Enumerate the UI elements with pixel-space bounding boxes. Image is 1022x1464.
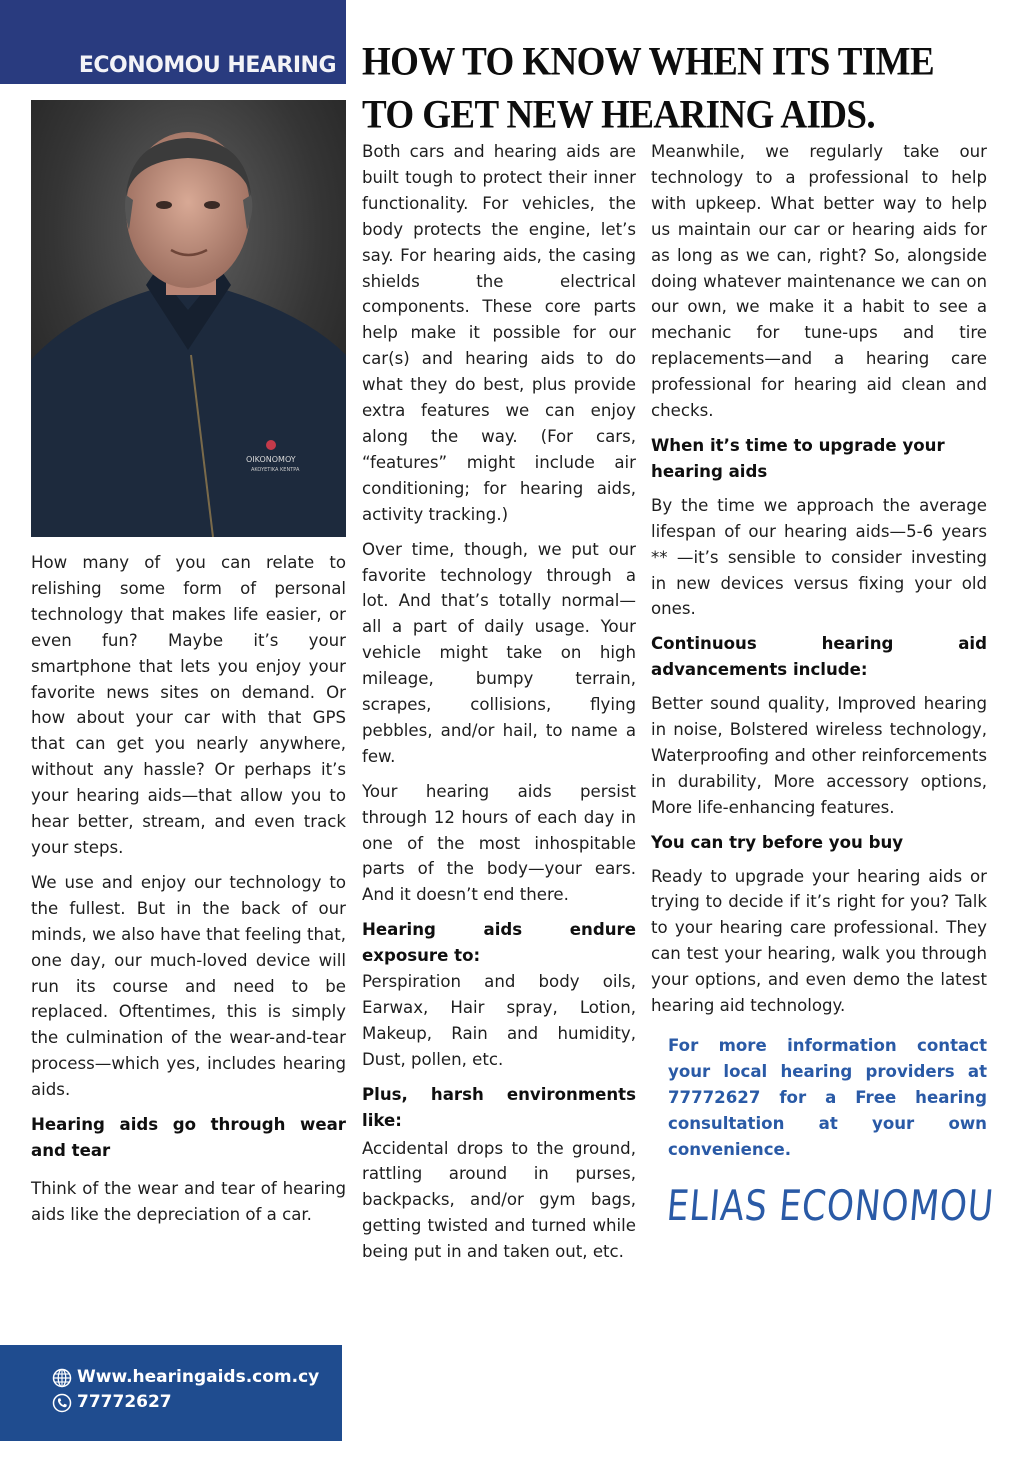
headline-line-2: TO GET NEW HEARING AIDS. — [362, 92, 876, 138]
svg-text:AKOYETIKA KENTPA: AKOYETIKA KENTPA — [251, 467, 300, 473]
brand-banner — [0, 0, 346, 84]
lifespan-paragraph: By the time we approach the average lifespan of our hearing aids—5-6 years ** —it’s sensible to consider investing in new devices versus fixing your old ones. — [651, 495, 987, 619]
technology-paragraph: We use and enjoy our technology to the fullest. But in the back of our minds, we also have that feeling that, one day, our much-loved device will run its course and need to be replaced. Oftentimes, this is simply the culmination of the wear-and-tear process—which yes, includes hearing aids. — [31, 872, 346, 1100]
contact-info-box — [0, 1345, 342, 1441]
phone-icon — [52, 1393, 72, 1413]
author-portrait-photo — [31, 100, 346, 537]
left-column — [31, 550, 346, 1237]
persist-paragraph: Your hearing aids persist through 12 hours of each day in one of the most inhospitable parts of the body—your ears. And it doesn’t end there. — [362, 781, 636, 905]
harsh-environments-heading: Plus, harsh environments like: — [362, 1084, 636, 1130]
phone-number[interactable]: 77772627 — [77, 1392, 172, 1412]
portrait-illustration — [31, 100, 346, 537]
exposure-list-paragraph: Perspiration and body oils, Earwax, Hair spray, Lotion, Makeup, Rain and humidity, Dust, pollen, etc. — [362, 972, 636, 1069]
headline-line-1: HOW TO KNOW WHEN ITS TIME — [362, 39, 935, 85]
brand-name: ECONOMOU HEARING — [78, 53, 336, 78]
advancements-heading: Continuous hearing aid advancements include: — [651, 634, 987, 680]
svg-text:OIKONOMOY: OIKONOMOY — [246, 455, 296, 464]
phone-row[interactable] — [52, 1390, 342, 1415]
middle-column — [362, 139, 636, 1274]
globe-icon — [52, 1368, 72, 1388]
depreciation-paragraph: Think of the wear and tear of hearing aids like the depreciation of a car. — [31, 1178, 346, 1224]
upgrade-heading: When it’s time to upgrade your hearing aids — [651, 435, 945, 481]
advancements-paragraph: Better sound quality, Improved hearing in noise, Bolstered wireless technology, Waterproofing and other reinforcements in durability, More accessory options, More life-enhancing features. — [651, 694, 987, 817]
cars-and-hearing-aids-paragraph: Both cars and hearing aids are built tough to protect their inner functionality. For vehicles, the body protects the engine, let’s say. For hearing aids, the casing shields the electrical components. These core parts help make it possible for our car(s) and hearing aids to do what they do best, plus provide extra features we can enjoy along the way. (For cars, “features” might include air conditioning; for hearing aids, activity tracking.) — [362, 142, 636, 524]
right-column — [651, 139, 996, 1230]
contact-call-to-action: For more information contact your local hearing providers at 77772627 for a Free hearing consultation at your own convenience. — [668, 1036, 987, 1159]
exposure-heading: Hearing aids endure exposure to: — [362, 920, 636, 966]
try-before-buy-heading: You can try before you buy — [651, 832, 904, 852]
website-link[interactable]: Www.hearingaids.com.cy — [77, 1367, 320, 1387]
article-headline — [362, 36, 1002, 142]
maintenance-paragraph: Meanwhile, we regularly take our technology to a professional to help with upkeep. What better way to help us maintain our car or hearing aids for as long as we can, right? So, alongside doing whatever maintenance we can on our own, we make it a habit to see a mechanic for tune-ups and tire replacements—and a hearing care professional for hearing aid clean and checks. — [651, 142, 987, 421]
author-signature: ELIAS ECONOMOU — [664, 1181, 996, 1230]
wear-and-tear-heading: Hearing aids go through wear and tear — [31, 1115, 346, 1160]
harsh-environments-paragraph: Accidental drops to the ground, rattling around in purses, backpacks, and/or gym bags, getting twisted and turned while being put in and taken out, etc. — [362, 1138, 636, 1262]
intro-paragraph: How many of you can relate to relishing some form of personal technology that makes life easier, or even fun? Maybe it’s your smartphone that lets you enjoy your favorite news sites on demand. Or how about your car with that GPS that can get you nearly anywhere, without any hassle? Or perhaps it’s your hearing aids—that allow you to hear better, stream, and even track your steps. — [31, 553, 346, 857]
upgrade-ready-paragraph: Ready to upgrade your hearing aids or trying to decide if it’s right for you? Talk to your hearing care professional. They can test your hearing, walk you through your options, and even demo the latest hearing aid technology. — [651, 866, 987, 1016]
website-row[interactable] — [52, 1365, 342, 1390]
over-time-paragraph: Over time, though, we put our favorite technology through a lot. And that’s totally normal—all a part of daily usage. Your vehicle might take on high mileage, bumpy terrain, scrapes, collisions, flying pebbles, and/or hail, to name a few. — [362, 539, 636, 766]
